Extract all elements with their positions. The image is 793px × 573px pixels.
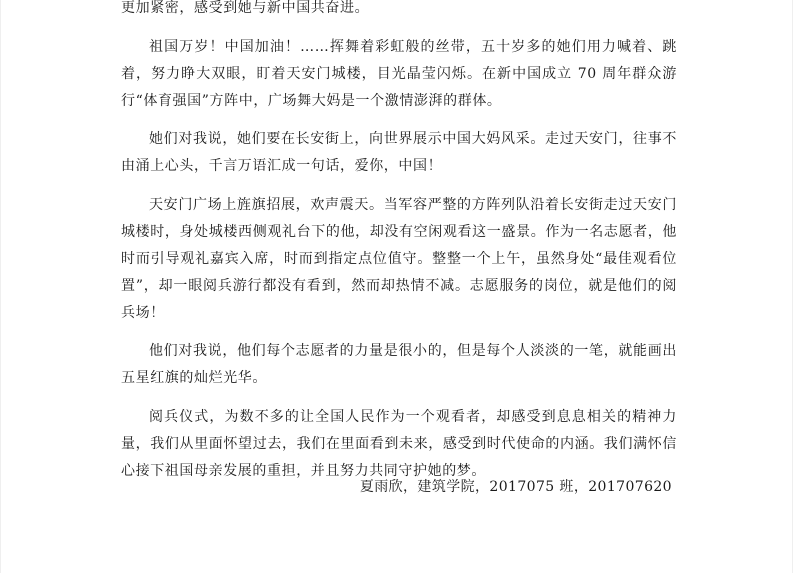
author-signature: 夏雨欣，建筑学院，2017075 班，201707620 <box>359 479 672 495</box>
paragraph-6: 阅兵仪式，为数不多的让全国人民作为一个观看者，却感受到息息相关的精神力量，我们从里面怀望过去，我们在里面看到未来，感受到时代使命的内涵。我们满怀信心接下祖国母亲发展的重担，并且努力共同守护她的梦。 <box>121 408 677 479</box>
paragraph-3: 她们对我说，她们要在长安街上，向世界展示中国大妈风采。走过天安门，往事不由涌上心头，千言万语汇成一句话，爱你，中国！ <box>121 131 677 174</box>
paragraph-5: 他们对我说，他们每个志愿者的力量是很小的，但是每个人淡淡的一笔，就能画出五星红旗的灿烂光华。 <box>121 343 677 386</box>
paragraph-4: 天安门广场上旌旗招展，欢声震天。当军容严整的方阵列队沿着长安街走过天安门城楼时，身处城楼西侧观礼台下的他，却没有空闲观看这一盛景。作为一名志愿者，他时而引导观礼嘉宾入席，时而到指定点位值守。整整一个上午，虽然身处“最佳观看位置”，却一眼阅兵游行都没有看到，然而却热情不减。志愿服务的岗位，就是他们的阅兵场！ <box>121 196 677 321</box>
paragraph-2: 祖国万岁！中国加油！……挥舞着彩虹般的丝带，五十岁多的她们用力喊着、跳着，努力睁大双眼，盯着天安门城楼，目光晶莹闪烁。在新中国成立 70 周年群众游行“体育强国”方阵中，广场舞大妈是一个激情澎湃的群体。 <box>121 38 677 109</box>
article-body <box>121 0 677 496</box>
paragraph-1: 更加紧密，感受到她与新中国共奋进。 <box>121 0 370 16</box>
